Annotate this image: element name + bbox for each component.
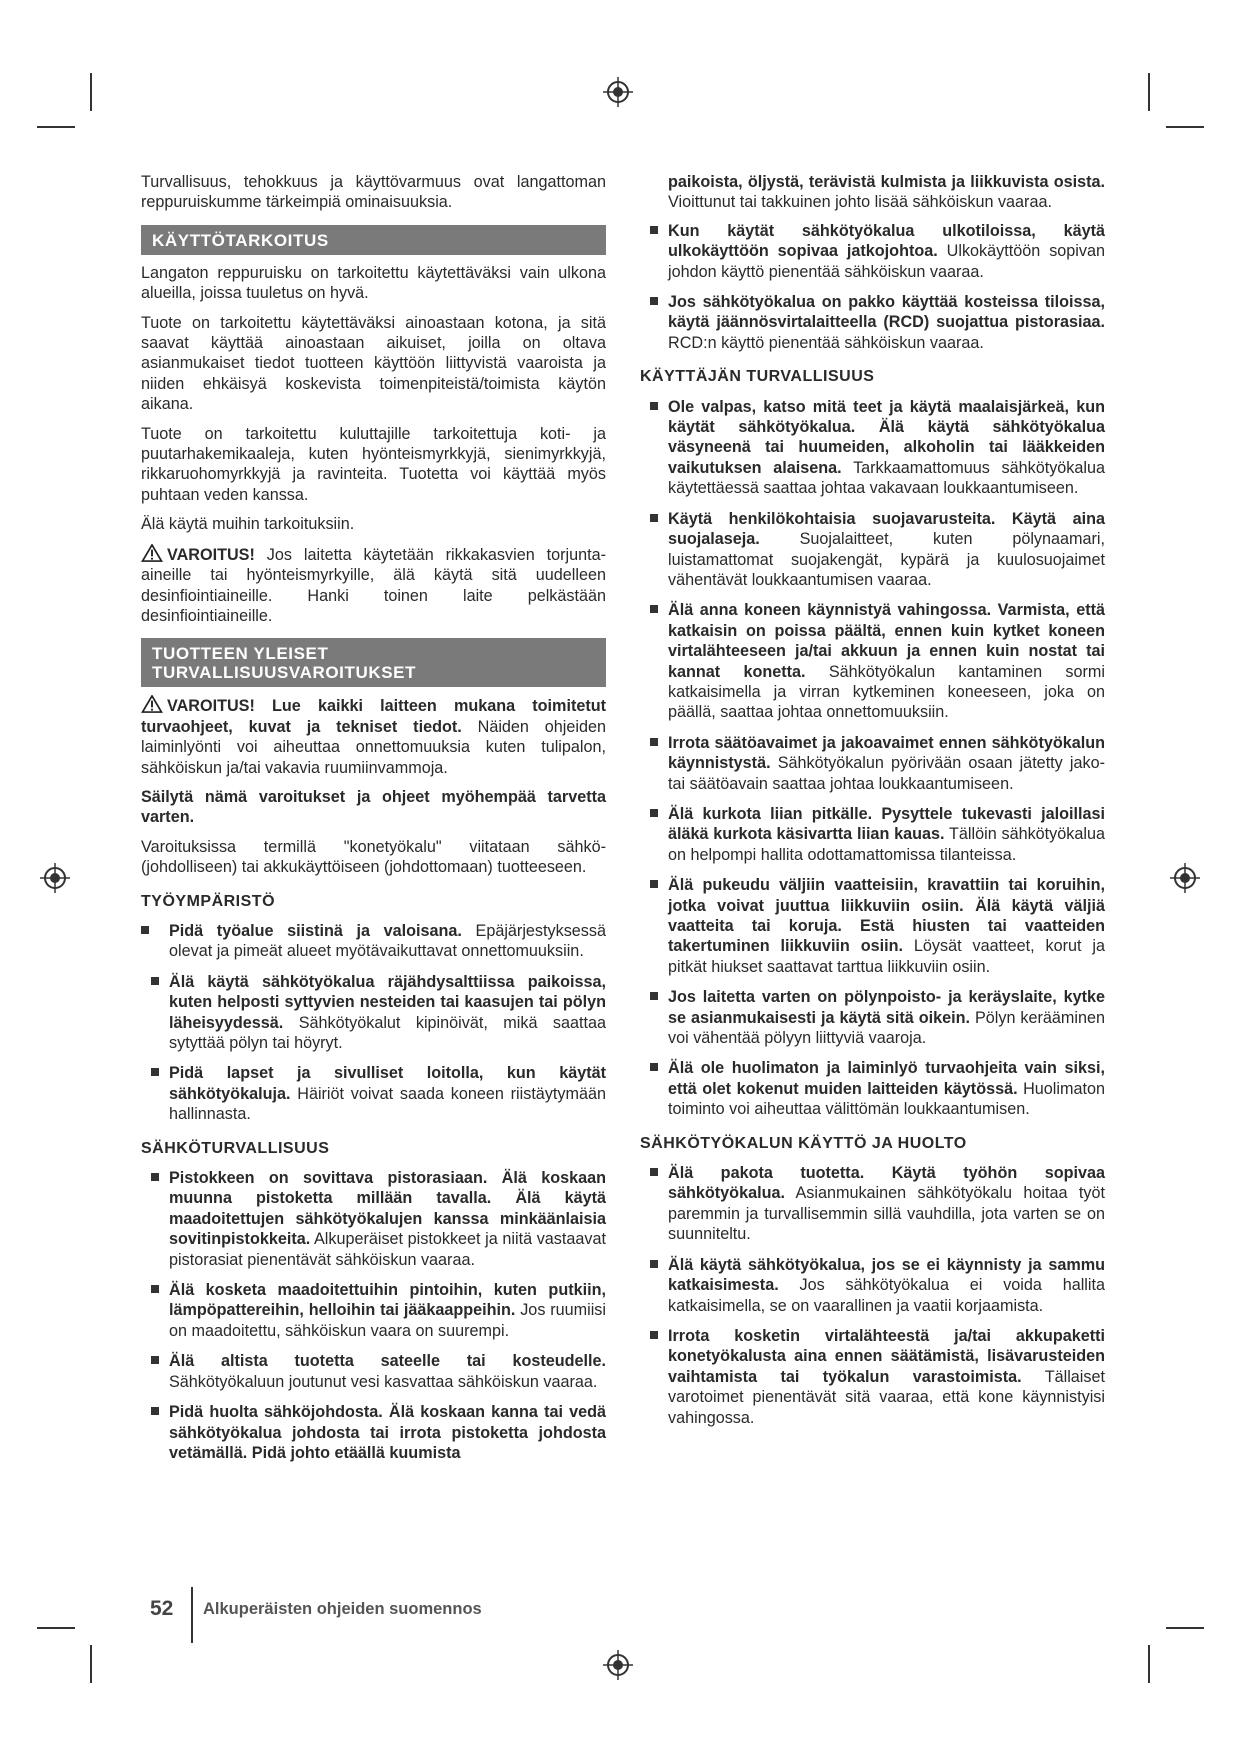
subheading-tyoymparisto: TYÖYMPÄRISTÖ [141, 892, 276, 910]
bullet-item: Pidä lapset ja sivulliset loitolla, kun käytät sähkötyökaluja. Häiriöt voivat saada koneen riistäytymään hallinnasta. [141, 1063, 606, 1124]
paragraph: Langaton reppuruisku on tarkoitettu käytettäväksi vain ulkona alueilla, joissa tuuletus on hyvä. [141, 263, 606, 303]
crop-mark [90, 73, 92, 111]
bullet-continuation: paikoista, öljystä, terävistä kulmista ja liikkuvista osista. Vioittunut tai takkuinen johto lisää sähköiskun vaaraa. [668, 173, 1105, 212]
footer-text: Alkuperäisten ohjeiden suomennos [203, 1600, 482, 1618]
crop-mark [1148, 1645, 1150, 1683]
page-number: 52 [150, 1597, 174, 1620]
bullet-item: Älä pukeudu väljiin vaatteisiin, kravattiin tai koruihin, jotka voivat juuttua liikkuviin osiin. Älä käytä väljiä vaatteita tai koruja. Estä hiusten tai vaatteiden takertuminen liikkuviin osiin. Löysät vaatteet, korut ja pitkät hiukset saattavat tarttua liikkuviin osiin. [640, 875, 1105, 977]
warning-triangle-icon [141, 695, 163, 713]
crop-mark [1166, 126, 1204, 128]
heading-line: TUOTTEEN YLEISET [152, 644, 329, 664]
bullet-square-icon [650, 605, 658, 613]
bullet-square-icon [650, 992, 658, 1000]
warning-label: VAROITUS! [167, 545, 255, 564]
bullet-square-icon [151, 1285, 159, 1293]
subheading-kaytto-ja-huolto: SÄHKÖTYÖKALUN KÄYTTÖ JA HUOLTO [640, 1134, 967, 1152]
registration-mark-icon [40, 863, 70, 893]
paragraph: Tuote on tarkoitettu käytettäväksi ainoastaan kotona, ja sitä saavat käyttää ainoastaan aikuiset, joilla on oltava asianmukaiset tiedot tuotteen käyttöön liittyvistä vaaroista ja niiden ehkäisyä koskevista toimenpiteistä/toimista käytön aikana. [141, 313, 606, 414]
warning-triangle-icon [141, 544, 163, 562]
warning-text: Näiden ohjeiden laiminlyönti voi aiheuttaa onnettomuuksia kuten tulipalon, sähköiskun ja/tai vakavia ruumiinvammoja. [141, 717, 606, 777]
bullet-square-icon [650, 809, 658, 817]
term-note: Varoituksissa termillä "konetyökalu" viitataan sähkö- (johdolliseen) tai akkukäyttöiseen (johdottomaan) tuotteeseen. [141, 837, 606, 877]
bullet-square-icon [151, 1173, 159, 1181]
bullet-square-icon [650, 1260, 658, 1268]
bullet-square-icon [151, 1407, 159, 1415]
crop-mark [1148, 73, 1150, 111]
bullet-item: Irrota kosketin virtalähteestä ja/tai akkupaketti konetyökalusta aina ennen säätämistä, lisävarusteiden vaihtamista tai työkalun varastoimista. Tällaiset varotoimet pienentävät sitä vaaraa, että kone käynnistyisi vahingossa. [640, 1326, 1105, 1428]
bullet-item: Älä pakota tuotetta. Käytä työhön sopivaa sähkötyökalua. Asianmukainen sähkötyökalu hoitaa työt paremmin ja turvallisemmin sillä vauhdilla, jota varten se on suunniteltu. [640, 1163, 1105, 1245]
section-heading-yleiset [141, 638, 606, 687]
bullet-square-icon [151, 1356, 159, 1364]
subheading-kayttajan-turvallisuus: KÄYTTÄJÄN TURVALLISUUS [640, 368, 875, 386]
footer-divider [191, 1587, 193, 1643]
bullet-square-icon [141, 926, 149, 934]
bullet-square-icon [151, 977, 159, 985]
bullet-item: Kun käytät sähkötyökalua ulkotiloissa, käytä ulkokäyttöön sopivaa jatkojohtoa. Ulkokäyttöön sopivan johdon käyttö pienentää sähköiskun vaaraa. [640, 221, 1105, 282]
crop-mark [90, 1645, 92, 1683]
bullet-item: Pidä huolta sähköjohdosta. Älä koskaan kanna tai vedä sähkötyökalua johdosta tai irrota pistoketta johdosta vetämällä. Pidä johto etäällä kuumista [141, 1402, 606, 1463]
bullet-item: Pidä työalue siistinä ja valoisana. Epäjärjestyksessä olevat ja pimeät alueet myötävaikuttavat onnettomuuksiin. [141, 921, 606, 962]
warning-bold: Lue kaikki laitteen mukana toimitetut turvaohjeet, kuvat ja tekniset tiedot. [141, 697, 607, 736]
bullet-item: Älä käytä sähkötyökalua räjähdysalttiissa paikoissa, kuten helposti syttyvien nesteiden tai kaasujen tai pölyn läheisyydessä. Sähkötyökalut kipinöivät, mikä saattaa sytyttää pölyn tai höyryt. [141, 972, 606, 1054]
bullet-square-icon [650, 1063, 658, 1071]
save-note: Säilytä nämä varoitukset ja ohjeet myöhempää tarvetta varten. [141, 787, 606, 827]
warning-paragraph [141, 695, 606, 778]
bullet-item: Jos laitetta varten on pölynpoisto- ja keräyslaite, kytke se asianmukaisesti ja käytä sitä oikein. Pölyn kerääminen voi vähentää pölyyn liittyviä vaaroja. [640, 987, 1105, 1048]
crop-mark [37, 126, 75, 128]
section-heading-kayttotarkoitus: KÄYTTÖTARKOITUS [141, 225, 606, 255]
bullet-item: Ole valpas, katso mitä teet ja käytä maalaisjärkeä, kun käytät sähkötyökalua. Älä käytä sähkötyökalua väsyneenä tai huumeiden, alkoholin tai lääkkeiden vaikutuksen alaisena. Tarkkaamattomuus sähkötyökalua käytettäessä saattaa johtaa vakavaan loukkaantumiseen. [640, 397, 1105, 499]
bullet-item: Älä altista tuotetta sateelle tai kosteudelle. Sähkötyökaluun joutunut vesi kasvattaa sähköiskun vaaraa. [141, 1351, 606, 1392]
bullet-square-icon [650, 738, 658, 746]
paragraph: Älä käytä muihin tarkoituksiin. [141, 515, 355, 534]
bullet-square-icon [650, 402, 658, 410]
bullet-item: Pistokkeen on sovittava pistorasiaan. Älä koskaan muunna pistoketta millään tavalla. Älä käytä maadoitettujen sähkötyökalujen kanssa minkäänlaisia sovitinpistokkeita. Alkuperäiset pistokkeet ja niitä vastaavat pistorasiat pienentävät sähköiskun vaaraa. [141, 1168, 606, 1270]
bullet-square-icon [650, 1168, 658, 1176]
bullet-square-icon [650, 1331, 658, 1339]
paragraph: Tuote on tarkoitettu kuluttajille tarkoitettuja koti- ja puutarhakemikaaleja, kuten hyönteismyrkkyjä, sienimyrkkyjä, rikkaruohomyrkkyjä ja ravinteita. Tuotetta voi käyttää myös puhtaan veden kanssa. [141, 424, 606, 504]
registration-mark-icon [1170, 863, 1200, 893]
bullet-square-icon [650, 880, 658, 888]
registration-mark-icon [603, 77, 633, 107]
bullet-item: Irrota säätöavaimet ja jakoavaimet ennen sähkötyökalun käynnistystä. Sähkötyökalun pyörivään osaan jätetty jako- tai säätöavain saattaa johtaa loukkaantumiseen. [640, 733, 1105, 794]
bullet-item: Älä ole huolimaton ja laiminlyö turvaohjeita vain siksi, että olet kokenut muiden laitteiden käytössä. Huolimaton toiminto voi aiheuttaa välittömän loukkaantumisen. [640, 1058, 1105, 1119]
bullet-item: Jos sähkötyökalua on pakko käyttää kosteissa tiloissa, käytä jäännösvirtalaitteella (RCD) suojattua pistorasiaa. RCD:n käyttö pienentää sähköiskun vaaraa. [640, 292, 1105, 353]
intro-paragraph: Turvallisuus, tehokkuus ja käyttövarmuus ovat langattoman reppuruiskumme tärkeimpiä ominaisuuksia. [141, 173, 606, 212]
bullet-item: Älä anna koneen käynnistyä vahingossa. Varmista, että katkaisin on poissa päältä, ennen kuin kytket koneen virtalähteeseen ja/tai akkuun ja ennen kuin nostat tai kannat konetta. Sähkötyökalun kantaminen sormi katkaisimella ja virran kytkeminen koneeseen, joka on päällä, saattaa johtaa onnettomuuksiin. [640, 600, 1105, 722]
warning-paragraph [141, 544, 606, 627]
left-column [141, 172, 606, 1473]
warning-text: Jos laitetta käytetään rikkakasvien torjunta-aineille tai hyönteismyrkyille, älä käytä sitä uudelleen desinfiointiaineille. Hanki toinen laite pelkästään desinfiointiaineille. [141, 545, 607, 625]
bullet-square-icon [650, 514, 658, 522]
warning-label: VAROITUS! [167, 697, 255, 716]
bullet-item: Älä kurkota liian pitkälle. Pysyttele tukevasti jaloillasi äläkä kurkota käsivartta liian kauas. Tällöin sähkötyökalua on helpompi hallita odottamattomissa tilanteissa. [640, 804, 1105, 865]
bullet-item: Käytä henkilökohtaisia suojavarusteita. Käytä aina suojalaseja. Suojalaitteet, kuten pölynaamari, luistamattomat suojakengät, kypärä ja kuulosuojaimet vähentävät loukkaantumisen vaaraa. [640, 509, 1105, 591]
crop-mark [37, 1627, 75, 1629]
heading-line: TURVALLISUUSVAROITUKSET [152, 663, 417, 683]
subheading-sahkoturvallisuus: SÄHKÖTURVALLISUUS [141, 1139, 330, 1157]
bullet-square-icon [151, 1068, 159, 1076]
bullet-item: Älä käytä sähkötyökalua, jos se ei käynnisty ja sammu katkaisimesta. Jos sähkötyökalua ei voida hallita katkaisimella, se on vaarallinen ja vaatii korjaamista. [640, 1255, 1105, 1316]
registration-mark-icon [603, 1650, 633, 1680]
right-column [640, 172, 1105, 1438]
bullet-item: Älä kosketa maadoitettuihin pintoihin, kuten putkiin, lämpöpattereihin, helloihin tai jääkaappeihin. Jos ruumiisi on maadoitettu, sähköiskun vaara on suurempi. [141, 1280, 606, 1341]
crop-mark [1166, 1627, 1204, 1629]
bullet-square-icon [650, 226, 658, 234]
bullet-square-icon [650, 297, 658, 305]
